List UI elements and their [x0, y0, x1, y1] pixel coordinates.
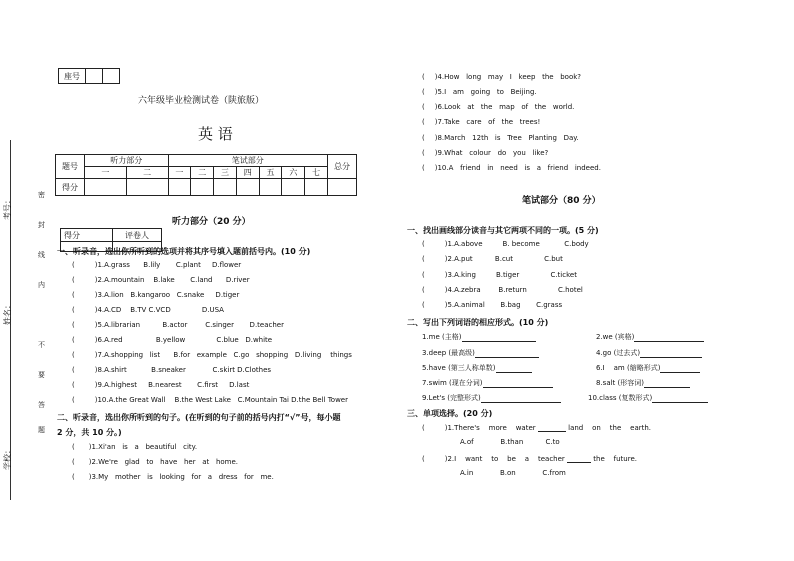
list-item: ( )2.A.put B.cut C.but: [422, 255, 563, 263]
list-item: ( )1.A.grass B.lily C.plant D.flower: [72, 261, 242, 269]
listening-part2-instruction-line2: 2 分，共 10 分。): [57, 428, 122, 437]
written-part1-instruction: 一、找出画线部分读音与其它两项不同的一项。(5 分): [407, 226, 599, 235]
score-cell[interactable]: [168, 179, 191, 196]
written-part-label: 笔试部分: [168, 155, 327, 167]
list-item: ( )3.A.king B.tiger C.ticket: [422, 271, 577, 279]
list-item: ( )3.My mother is looking for a dress for me.: [72, 473, 274, 481]
list-item: ( )4.How long may I keep the book?: [422, 73, 582, 81]
seat-cell[interactable]: [103, 69, 120, 84]
list-item: ( )3.A.lion B.kangaroo C.snake D.tiger: [72, 291, 240, 299]
written-heading: 笔试部分（80 分）: [522, 196, 601, 206]
list-item: ( )6.Look at the map of the world.: [422, 103, 575, 111]
part-number: 七: [305, 167, 328, 179]
list-item: 8.salt (形容词): [596, 378, 690, 388]
answer-blank[interactable]: [462, 333, 536, 342]
seal-char: 封: [38, 221, 45, 229]
list-item: 7.swim (现在分词): [422, 378, 553, 388]
seal-char: 题: [38, 426, 45, 434]
score-cell[interactable]: [236, 179, 259, 196]
part-number: 四: [236, 167, 259, 179]
part-number: 三: [214, 167, 237, 179]
answer-blank[interactable]: [634, 333, 704, 342]
answer-blank[interactable]: [640, 349, 702, 358]
total-label: 总分: [328, 155, 357, 179]
list-item: ( )1.There's more water land on the earth.: [422, 424, 652, 432]
seat-number-box: [58, 68, 120, 84]
answer-blank[interactable]: [644, 379, 690, 388]
answer-blank[interactable]: [481, 394, 561, 403]
list-item: ( )10.A friend in need is a friend indeed.: [422, 164, 601, 172]
answer-blank[interactable]: [496, 364, 532, 373]
part-number: 五: [259, 167, 282, 179]
seal-char: 密: [38, 191, 45, 199]
list-item: ( )4.A.zebra B.return C.hotel: [422, 286, 583, 294]
list-item: 1.me (主格): [422, 332, 536, 342]
total-score-cell[interactable]: [328, 179, 357, 196]
score-table: [55, 154, 357, 196]
listening-part1-instruction: 一、听录音，选出你所听到的选项并将其序号填入题前括号内。(10 分): [57, 247, 311, 256]
seat-cell[interactable]: [86, 69, 103, 84]
part-number: 一: [168, 167, 191, 179]
grader-name-label: 评卷人: [113, 229, 162, 242]
part-number: 六: [282, 167, 305, 179]
name-label: 姓名：: [3, 301, 12, 325]
part-number: 二: [191, 167, 214, 179]
answer-blank[interactable]: [483, 379, 553, 388]
seal-char: 不: [38, 341, 45, 349]
seal-char: 要: [38, 371, 45, 379]
listening-part2-instruction-line1: 二、听录音，选出你所听到的句子。(在听到的句子前的括号内打“√”号，每小题: [57, 413, 341, 422]
list-item: ( )5.I am going to Beijing.: [422, 88, 537, 96]
fill-blank[interactable]: [538, 423, 566, 432]
list-item: 6.I am (缩略形式): [596, 363, 700, 373]
score-cell[interactable]: [85, 179, 127, 196]
seal-char: 内: [38, 281, 45, 289]
list-item: ( )2.A.mountain B.lake C.land D.river: [72, 276, 250, 284]
list-item: 10.class (复数形式): [588, 393, 708, 403]
grader-score-label: 得分: [61, 229, 113, 242]
seal-char: 答: [38, 401, 45, 409]
list-item: 4.go (过去式): [596, 348, 702, 358]
answer-blank[interactable]: [660, 364, 700, 373]
option-line: A.in B.on C.from: [460, 469, 566, 477]
question-number-label: 题号: [56, 155, 85, 179]
subject-title: 英 语: [198, 125, 233, 143]
list-item: ( )1.A.above B. become C.body: [422, 240, 589, 248]
list-item: ( )6.A.red B.yellow C.blue D.white: [72, 336, 273, 344]
list-item: 5.have (第三人称单数): [422, 363, 532, 373]
part-number: 一: [85, 167, 127, 179]
seat-label: 座号: [59, 69, 86, 84]
list-item: ( )5.A.librarian B.actor C.singer D.teacher: [72, 321, 284, 329]
score-cell[interactable]: [214, 179, 237, 196]
list-item: ( )8.March 12th is Tree Planting Day.: [422, 134, 579, 142]
exam-number-label: 考号：: [3, 196, 12, 220]
written-part2-instruction: 二、写出下列词语的相应形式。(10 分): [407, 318, 549, 327]
list-item: ( )8.A.shirt B.sneaker C.skirt D.Clothes: [72, 366, 272, 374]
answer-blank[interactable]: [652, 394, 708, 403]
list-item: 9.Let's (完整形式): [422, 393, 561, 403]
list-item: ( )1.Xi'an is a beautiful city.: [72, 443, 198, 451]
list-item: ( )4.A.CD B.TV C.VCD D.USA: [72, 306, 224, 314]
score-cell[interactable]: [126, 179, 168, 196]
fill-blank[interactable]: [567, 454, 591, 463]
score-cell[interactable]: [305, 179, 328, 196]
exam-title: 六年级毕业检测试卷（陕旅版）: [138, 96, 265, 106]
list-item: ( )9.What colour do you like?: [422, 149, 549, 157]
school-label: 学校：: [3, 446, 12, 470]
list-item: 3.deep (最高级): [422, 348, 539, 358]
list-item: ( )5.A.animal B.bag C.grass: [422, 301, 563, 309]
answer-blank[interactable]: [475, 349, 539, 358]
score-row-label: 得分: [56, 179, 85, 196]
seal-char: 线: [38, 251, 45, 259]
score-cell[interactable]: [282, 179, 305, 196]
list-item: ( )9.A.highest B.nearest C.first D.last: [72, 381, 250, 389]
written-part3-instruction: 三、单项选择。(20 分): [407, 409, 493, 418]
option-line: A.of B.than C.to: [460, 438, 560, 446]
list-item: ( )7.A.shopping list B.for example C.go shopping D.living things: [72, 351, 352, 359]
list-item: 2.we (宾格): [596, 332, 704, 342]
list-item: ( )10.A.the Great Wall B.the West Lake C.Mountain Tai D.the Bell Tower: [72, 396, 348, 404]
score-cell[interactable]: [259, 179, 282, 196]
list-item: ( )7.Take care of the trees!: [422, 118, 541, 126]
list-item: ( )2.We're glad to have her at home.: [72, 458, 239, 466]
part-number: 二: [126, 167, 168, 179]
score-cell[interactable]: [191, 179, 214, 196]
listening-part-label: 听力部分: [85, 155, 169, 167]
listening-heading: 听力部分（20 分）: [172, 217, 251, 227]
list-item: ( )2.I want to be a teacher the future.: [422, 455, 637, 463]
